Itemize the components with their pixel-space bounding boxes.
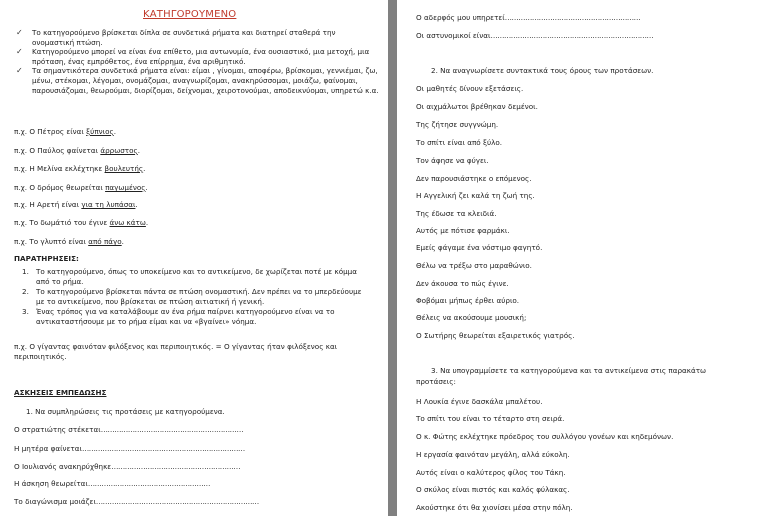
example-line: π.χ. Ο Πέτρος είναι ξύπνιος. xyxy=(14,127,117,136)
sentence: Θέλω να τρέξω στο μαραθώνιο. xyxy=(416,261,532,270)
sentence: Οι αιχμάλωτοι βρέθηκαν δεμένοι. xyxy=(416,102,538,111)
note-item: 1. Το κατηγορούμενο, όπως το υποκείμενο και το αντικείμενο, δε χωρίζεται ποτέ με κόμμα από το ρήμα. xyxy=(22,267,357,286)
fill-line: Η άσκηση θεωρείται……………………………………………… xyxy=(14,479,211,488)
fill-line: Ο Ιουλιανός ανακηρύχθηκε………………………………………………… xyxy=(14,462,241,471)
sentence: Ο κ. Φώτης εκλέχτηκε πρόεδρος του συλλόγου γονέων και κηδεμόνων. xyxy=(416,432,674,441)
sentence: Θέλεις να ακούσουμε μουσική; xyxy=(416,313,527,322)
sentence: Αυτός με πότισε φαρμάκι. xyxy=(416,226,510,235)
right-page xyxy=(397,0,784,516)
sentence: Φοβόμαι μήπως έρθει αύριο. xyxy=(416,296,520,305)
example-line: π.χ. Ο Παύλος φαίνεται άρρωστος. xyxy=(14,146,141,155)
checkmark-icon: ✓ xyxy=(16,47,23,57)
exercise-1-instruction: 1. Να συμπληρώσεις τις προτάσεις με κατηγορούμενα. xyxy=(26,407,225,416)
fill-line: Ο στρατιώτης στέκεται……………………………………………………… xyxy=(14,425,244,434)
sentence: Ο σκύλος είναι πιστός και καλός φύλακας. xyxy=(416,485,570,494)
sentence: Οι μαθητές δίνουν εξετάσεις. xyxy=(416,84,524,93)
note-example: π.χ. Ο γίγαντας φαινόταν φιλόξενος και περιποιητικός. = Ο γίγαντας ήταν φιλόξενος και περιποιητικός. xyxy=(14,342,338,361)
example-line: π.χ. Ο δρόμος θεωρείται παγωμένος. xyxy=(14,183,148,192)
example-line: π.χ. Το δωμάτιό του έγινε άνω κάτω. xyxy=(14,218,149,227)
rules-list xyxy=(16,28,380,95)
example-line: π.χ. Η Μελίνα εκλέχτηκε βουλευτής. xyxy=(14,164,146,173)
sentence: Η Αγγελική ζει καλά τη ζωή της. xyxy=(416,191,535,200)
sentence: Το σπίτι είναι από ξύλο. xyxy=(416,138,503,147)
fill-line: Οι αστυνομικοί είναι……………………………………………………………… xyxy=(416,31,654,40)
rule-item: ✓ Τα σημαντικότερα συνδετικά ρήματα είναι: είμαι , γίνομαι, αποφέρω, βρίσκομαι, γεννιέμαι, ζω, μένω, στέκομαι, λέγομαι, ονομάζομαι, αναγνωρίζομαι, ανακηρύσσομαι, μοιάζω, φαίνομαι, παρουσιάζομαι, θεωρούμαι, διορίζομαι, δείχνομαι, χειροτονούμαι, αποδεικνύομαι, υπηρετώ κ.α. xyxy=(16,66,379,95)
sentence: Ο Σωτήρης θεωρείται εξαιρετικός γιατρός. xyxy=(416,331,575,340)
exercise-3-instruction: 3. Να υπογραμμίσετε τα κατηγορούμενα και τα αντικείμενα στις παρακάτω xyxy=(431,366,707,375)
rule-item: ✓ Το κατηγορούμενο βρίσκεται δίπλα σε συνδετικά ρήματα και διατηρεί σταθερά την ονομαστική πτώση. xyxy=(16,28,336,47)
fill-line: Ο αδερφός μου υπηρετεί…………………………………………………… xyxy=(416,13,641,22)
sentence: Η Λουκία έγινε δασκάλα μπαλέτου. xyxy=(416,397,543,406)
sentence: Αυτός είναι ο καλύτερος φίλος του Τάκη. xyxy=(416,468,566,477)
notes-list xyxy=(22,267,372,328)
sentence: Της ζήτησε συγγνώμη. xyxy=(416,120,499,129)
sentence: Εμείς φάγαμε ένα νόστιμο φαγητό. xyxy=(416,243,543,252)
checkmark-icon: ✓ xyxy=(16,66,23,76)
page-title: ΚΑΤΗΓΟΡΟΥΜΕΝΟ xyxy=(143,9,237,20)
exercise-3-instruction-cont: προτάσεις: xyxy=(416,377,456,386)
sentence: Ακούστηκε ότι θα χιονίσει μέσα στην πόλη. xyxy=(416,503,573,512)
note-item: 2. Το κατηγορούμενο βρίσκεται πάντα σε πτώση ονομαστική. Δεν πρέπει να το μπερδεύουμε με το αντικείμενο, που βρίσκεται σε πτώση αιτιατική ή γενική. xyxy=(22,287,362,306)
example-line: π.χ. Η Αρετή είναι για τη λυπάσαι. xyxy=(14,200,138,209)
fill-line: Το διαγώνισμα μοιάζει……………………………………………………………… xyxy=(14,497,259,506)
rule-item: ✓ Κατηγορούμενο μπορεί να είναι ένα επίθετο, μια αντωνυμία, ένα ουσιαστικό, μια μετοχή, μια πρόταση, ένας εμπρόθετος, ένα επίρρημα, ένα αριθμητικό. xyxy=(16,47,370,66)
exercises-heading: ΑΣΚΗΣΕΙΣ ΕΜΠΕΔΩΣΗΣ xyxy=(14,388,107,397)
notes-heading: ΠΑΡΑΤΗΡΗΣΕΙΣ: xyxy=(14,254,79,263)
note-item: 3. Ένας τρόπος για να καταλάβουμε αν ένα ρήμα παίρνει κατηγορούμενο είναι να το αντικαταστήσουμε με το ρήμα είμαι και να «βγαίνει» νόημα. xyxy=(22,307,335,326)
fill-line: Η μητέρα φαίνεται……………………………………………………………… xyxy=(14,444,245,453)
sentence: Τον άφησε να φύγει. xyxy=(416,156,489,165)
left-page xyxy=(0,0,388,516)
sentence: Δεν παρουσιάστηκε ο επόμενος. xyxy=(416,174,532,183)
example-line: π.χ. Το γλυπτό είναι από πάγο. xyxy=(14,237,124,246)
sentence: Το σπίτι του είναι το τέταρτο στη σειρά. xyxy=(416,414,565,423)
sentence: Της έδωσε τα κλειδιά. xyxy=(416,209,497,218)
sentence: Η εργασία φαινόταν μεγάλη, αλλά εύκολη. xyxy=(416,450,570,459)
exercise-2-instruction: 2. Να αναγνωρίσετε συντακτικά τους όρους των προτάσεων. xyxy=(431,66,654,75)
checkmark-icon: ✓ xyxy=(16,28,23,37)
sentence: Δεν άκουσα το πώς έγινε. xyxy=(416,279,509,288)
